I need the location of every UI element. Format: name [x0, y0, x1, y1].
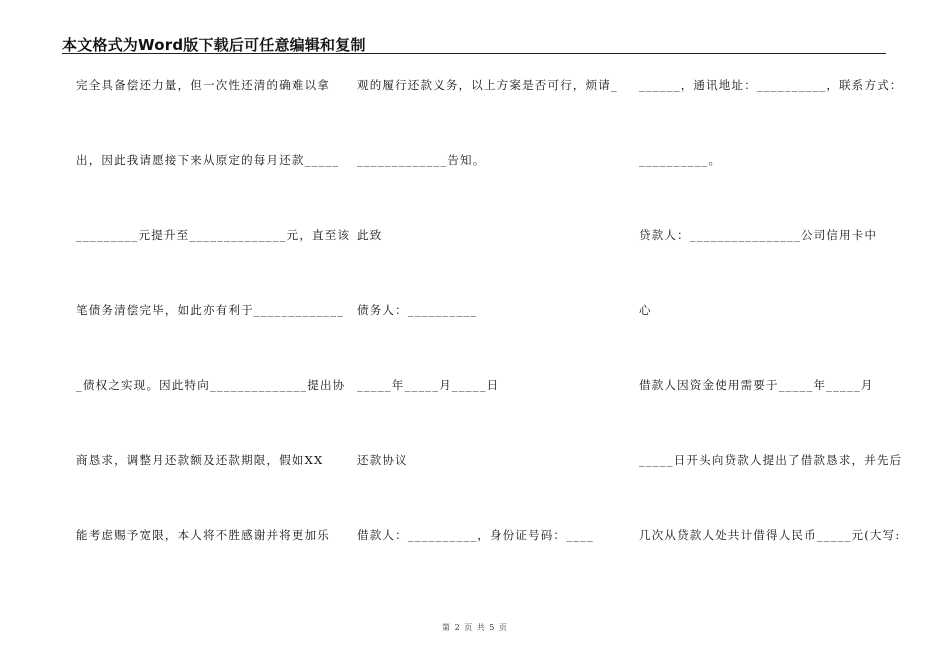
text-line: _____________告知。 — [357, 153, 486, 167]
text-line: __________。 — [639, 153, 722, 167]
debtor-signature-line: 债务人：__________ — [357, 303, 478, 317]
text-line: _________元提升至______________元，直至该 — [76, 228, 351, 242]
text-line: _债权之实现。因此特向______________提出协 — [76, 378, 346, 392]
text-line: 观的履行还款义务，以上方案是否可行，烦请_ — [357, 78, 618, 92]
text-line: _____日开头向贷款人提出了借款恳求，并先后 — [639, 453, 903, 467]
page-number-footer: 第 2 页 共 5 页 — [442, 623, 508, 632]
text-column-left — [76, 0, 351, 672]
borrower-id-line: 借款人：__________，身份证号码：____ — [357, 528, 594, 542]
text-line: 能考虑赐予宽限，本人将不胜感谢并将更加乐 — [76, 528, 330, 542]
text-line: 商恳求，调整月还款额及还款期限，假如XX — [76, 453, 324, 467]
text-line: 完全具备偿还力量，但一次性还清的确难以拿 — [76, 78, 330, 92]
agreement-title-line: 还款协议 — [357, 453, 408, 467]
text-line: 借款人因资金使用需要于_____年_____月 — [639, 378, 874, 392]
date-line: _____年_____月_____日 — [357, 378, 500, 392]
text-line: 出，因此我请愿接下来从原定的每月还款_____ — [76, 153, 340, 167]
text-line: 心 — [639, 303, 652, 317]
text-line: ______，通讯地址：__________，联系方式： — [639, 78, 903, 92]
text-line: 笔债务清偿完毕，如此亦有利于_____________ — [76, 303, 345, 317]
document-header-title: 本文格式为Word版下载后可任意编辑和复制 — [62, 36, 366, 54]
text-line: 几次从贷款人处共计借得人民币_____元(大写: — [639, 528, 901, 542]
text-column-right — [639, 0, 903, 672]
text-column-middle — [357, 0, 618, 672]
lender-line: 贷款人：________________公司信用卡中 — [639, 228, 878, 242]
salutation-line: 此致 — [357, 228, 383, 242]
